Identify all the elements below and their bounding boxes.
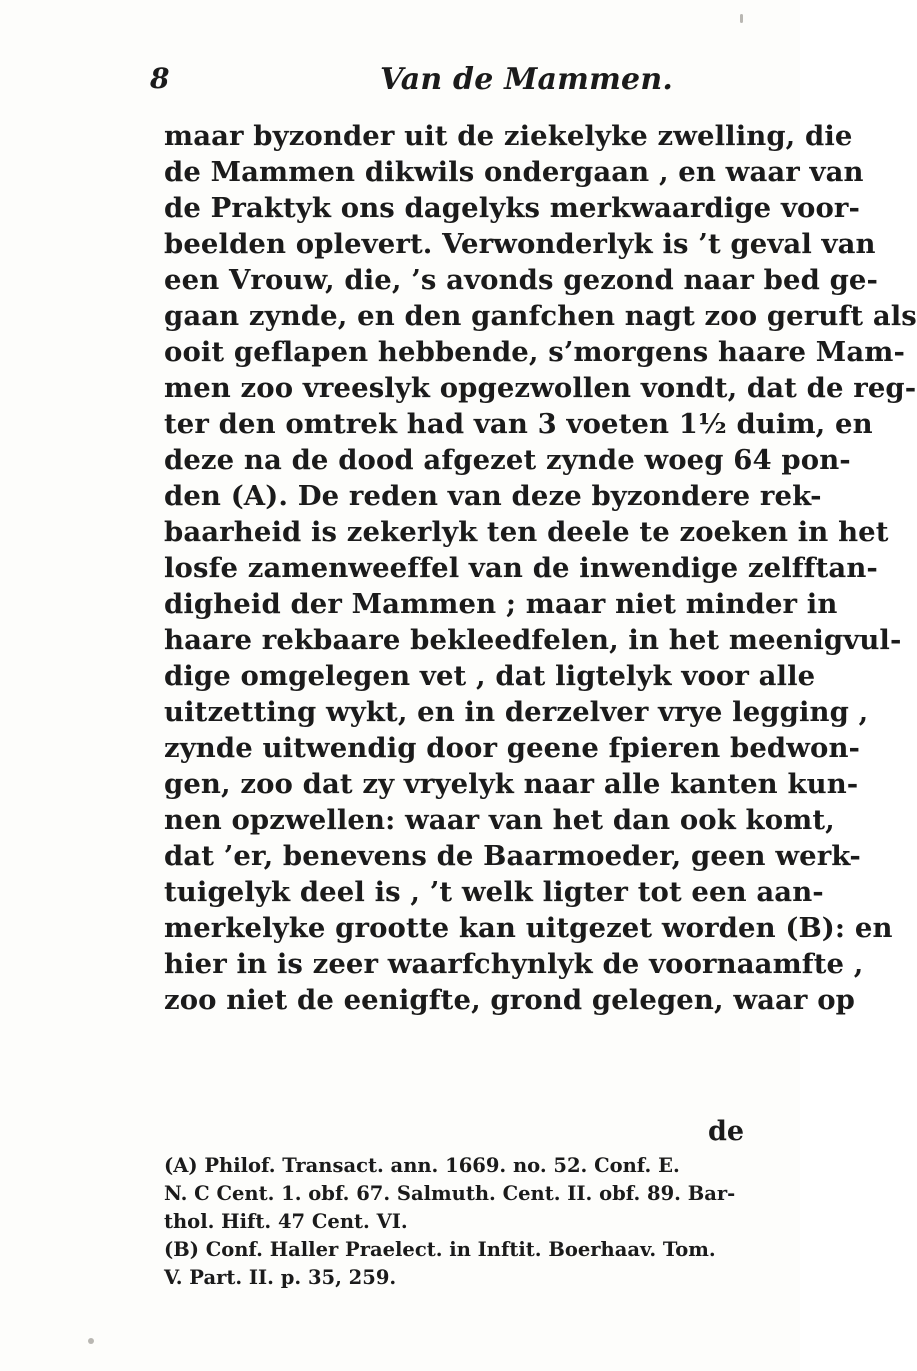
text-line: merkelyke grootte kan uitgezet worden (B): en: [164, 912, 893, 944]
text-line: nen opzwellen: waar van het dan ook komt,: [164, 804, 835, 836]
text-line: uitzetting wykt, en in derzelver vrye legging ,: [164, 696, 869, 728]
text-line: beelden oplevert. Verwonderlyk is ’t geval van: [164, 228, 876, 260]
text-line: dige omgelegen vet , dat ligtelyk voor alle: [164, 660, 816, 692]
text-line: baarheid is zekerlyk ten deele te zoeken in het: [164, 516, 889, 548]
text-line: ooit geflapen hebbende, s’morgens haare Mam-: [164, 336, 905, 368]
text-line: ter den omtrek had van 3 voeten 1½ duim, en: [164, 408, 873, 440]
page-header: [150, 62, 770, 102]
text-line: den (A). De reden van deze byzondere rek-: [164, 480, 822, 512]
main-text: [164, 118, 917, 1018]
text-line: hier in is zeer waarfchynlyk de voornaamfte ,: [164, 948, 864, 980]
running-head: Van de Mammen.: [380, 62, 674, 97]
text-line: een Vrouw, die, ’s avonds gezond naar bed ge-: [164, 264, 879, 296]
text-line: tuigelyk deel is , ’t welk ligter tot een aan-: [164, 876, 824, 908]
paper-speck: [88, 1338, 94, 1344]
page-number: 8: [150, 62, 170, 95]
footnote-line: N. C Cent. 1. obf. 67. Salmuth. Cent. II. obf. 89. Bar-: [164, 1182, 736, 1205]
text-line: zynde uitwendig door geene fpieren bedwon-: [164, 732, 861, 764]
paper-speck: [740, 14, 743, 23]
footnote-line: (A) Philof. Transact. ann. 1669. no. 52. Conf. E.: [164, 1154, 680, 1177]
text-line: maar byzonder uit de ziekelyke zwelling, die: [164, 120, 853, 152]
text-line: de Praktyk ons dagelyks merkwaardige voor-: [164, 192, 861, 224]
footnote-line: V. Part. II. p. 35, 259.: [164, 1266, 397, 1289]
text-line: losfe zamenweeffel van de inwendige zelfftan-: [164, 552, 878, 584]
catchword: de: [707, 1116, 744, 1147]
text-line: haare rekbaare bekleedfelen, in het meenigvul-: [164, 624, 902, 656]
text-line: gen, zoo dat zy vryelyk naar alle kanten kun-: [164, 768, 859, 800]
footnotes: [164, 1152, 774, 1292]
text-line: digheid der Mammen ; maar niet minder in: [164, 588, 838, 620]
text-line: gaan zynde, en den ganfchen nagt zoo geruft als: [164, 300, 917, 332]
text-line: dat ’er, benevens de Baarmoeder, geen werk-: [164, 840, 861, 872]
footnote-line: thol. Hift. 47 Cent. VI.: [164, 1210, 408, 1233]
text-line: de Mammen dikwils ondergaan , en waar van: [164, 156, 864, 188]
text-line: zoo niet de eenigfte, grond gelegen, waar op: [164, 984, 855, 1016]
text-line: men zoo vreeslyk opgezwollen vondt, dat de reg-: [164, 372, 917, 404]
text-line: deze na de dood afgezet zynde woeg 64 pon-: [164, 444, 851, 476]
footnote-line: (B) Conf. Haller Praelect. in Inftit. Boerhaav. Tom.: [164, 1238, 716, 1261]
